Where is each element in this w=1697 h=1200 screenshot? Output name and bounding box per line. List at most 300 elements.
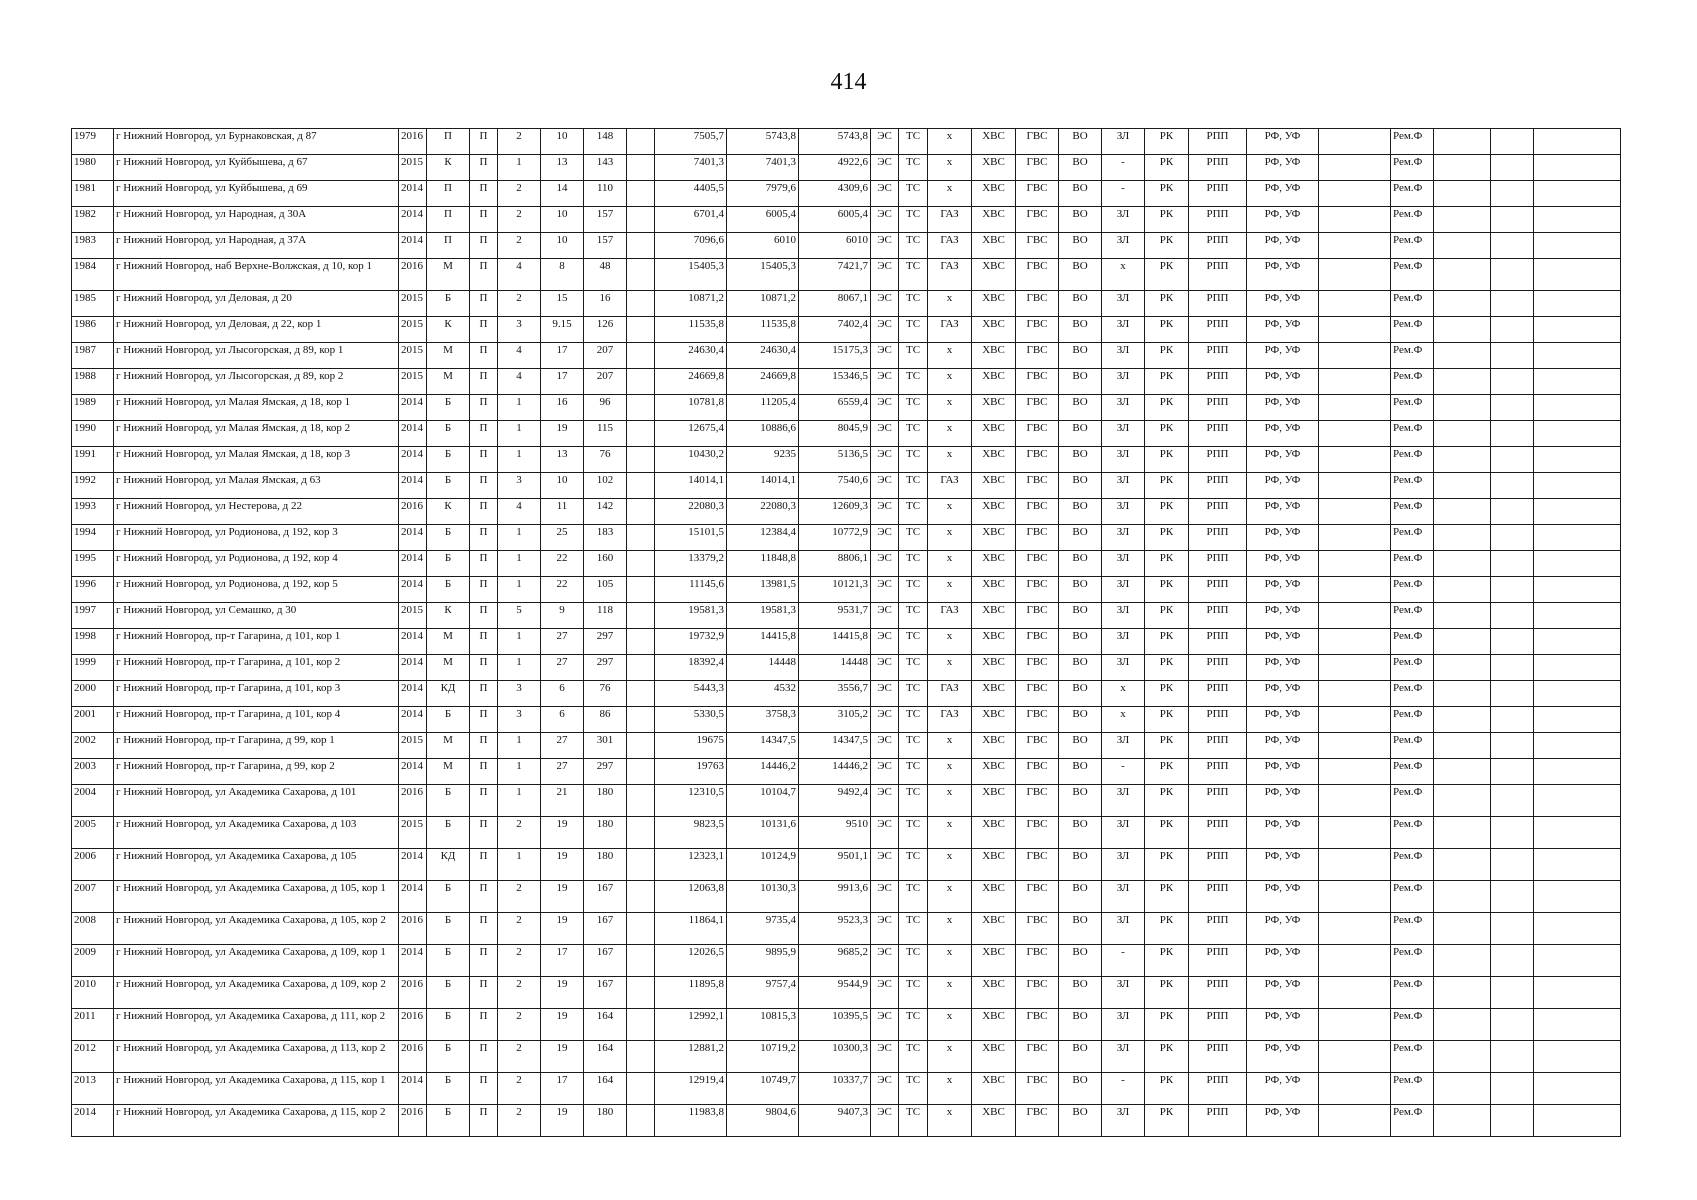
apartments-cell: 96 xyxy=(584,395,627,421)
entrances-cell: 10 xyxy=(541,129,584,155)
electric-supply-cell: ЭС xyxy=(871,977,899,1009)
roof-repair-cell: РК xyxy=(1145,259,1189,291)
living-area-cell: 6559,4 xyxy=(799,395,871,421)
fund-cell: Рем.Ф xyxy=(1391,1009,1434,1041)
empty-cell xyxy=(1434,817,1491,849)
address-cell: г Нижний Новгород, ул Лысогорская, д 89, кор 1 xyxy=(114,343,399,369)
roof-type-cell: П xyxy=(470,913,498,945)
row-number: 2004 xyxy=(72,785,114,817)
rpp-cell: РПП xyxy=(1189,881,1247,913)
rf-uf-cell: РФ, УФ xyxy=(1247,259,1319,291)
entrances-cell: 10 xyxy=(541,207,584,233)
hot-water-cell: ГВС xyxy=(1016,733,1059,759)
floors-cell: 3 xyxy=(498,707,541,733)
empty-cell xyxy=(1534,395,1621,421)
total-area-cell: 12992,1 xyxy=(655,1009,727,1041)
table-row xyxy=(72,817,1621,849)
electric-supply-cell: ЭС xyxy=(871,849,899,881)
gas-supply-cell: х xyxy=(928,447,972,473)
living-area-cell: 9685,2 xyxy=(799,945,871,977)
empty-cell xyxy=(1491,733,1534,759)
empty-cell xyxy=(627,421,655,447)
entrances-cell: 19 xyxy=(541,1009,584,1041)
wall-material-cell: К xyxy=(427,603,470,629)
rf-uf-cell: РФ, УФ xyxy=(1247,317,1319,343)
sewage-cell: ВО xyxy=(1059,395,1102,421)
row-number: 1996 xyxy=(72,577,114,603)
row-number: 1985 xyxy=(72,291,114,317)
rf-uf-cell: РФ, УФ xyxy=(1247,759,1319,785)
table-row xyxy=(72,913,1621,945)
area-cell: 11205,4 xyxy=(727,395,799,421)
entrances-cell: 27 xyxy=(541,733,584,759)
address-cell: г Нижний Новгород, ул Родионова, д 192, кор 5 xyxy=(114,577,399,603)
table-row xyxy=(72,181,1621,207)
zl-cell: х xyxy=(1102,259,1145,291)
address-cell: г Нижний Новгород, пр-т Гагарина, д 99, кор 1 xyxy=(114,733,399,759)
rf-uf-cell: РФ, УФ xyxy=(1247,1041,1319,1073)
sewage-cell: ВО xyxy=(1059,421,1102,447)
empty-cell xyxy=(1534,881,1621,913)
housing-registry-table xyxy=(71,128,1621,1137)
empty-cell xyxy=(1319,369,1391,395)
rf-uf-cell: РФ, УФ xyxy=(1247,499,1319,525)
apartments-cell: 180 xyxy=(584,785,627,817)
area-cell: 7979,6 xyxy=(727,181,799,207)
rf-uf-cell: РФ, УФ xyxy=(1247,577,1319,603)
total-area-cell: 7505,7 xyxy=(655,129,727,155)
empty-cell xyxy=(1534,525,1621,551)
empty-cell xyxy=(1319,421,1391,447)
floors-cell: 3 xyxy=(498,681,541,707)
rf-uf-cell: РФ, УФ xyxy=(1247,681,1319,707)
empty-cell xyxy=(1534,369,1621,395)
fund-cell: Рем.Ф xyxy=(1391,849,1434,881)
empty-cell xyxy=(1491,447,1534,473)
wall-material-cell: Б xyxy=(427,913,470,945)
empty-cell xyxy=(1434,1041,1491,1073)
heat-supply-cell: ТС xyxy=(899,881,928,913)
empty-cell xyxy=(1434,499,1491,525)
gas-supply-cell: х xyxy=(928,817,972,849)
heat-supply-cell: ТС xyxy=(899,817,928,849)
electric-supply-cell: ЭС xyxy=(871,577,899,603)
apartments-cell: 183 xyxy=(584,525,627,551)
sewage-cell: ВО xyxy=(1059,1105,1102,1137)
table-row xyxy=(72,759,1621,785)
fund-cell: Рем.Ф xyxy=(1391,881,1434,913)
row-number: 1980 xyxy=(72,155,114,181)
wall-material-cell: Б xyxy=(427,291,470,317)
roof-type-cell: П xyxy=(470,603,498,629)
electric-supply-cell: ЭС xyxy=(871,1041,899,1073)
empty-cell xyxy=(1319,881,1391,913)
entrances-cell: 19 xyxy=(541,817,584,849)
floors-cell: 2 xyxy=(498,181,541,207)
address-cell: г Нижний Новгород, ул Академика Сахарова, д 115, кор 2 xyxy=(114,1105,399,1137)
address-cell: г Нижний Новгород, ул Академика Сахарова, д 113, кор 2 xyxy=(114,1041,399,1073)
rf-uf-cell: РФ, УФ xyxy=(1247,629,1319,655)
roof-type-cell: П xyxy=(470,849,498,881)
fund-cell: Рем.Ф xyxy=(1391,1105,1434,1137)
zl-cell: ЗЛ xyxy=(1102,499,1145,525)
living-area-cell: 9501,1 xyxy=(799,849,871,881)
empty-cell xyxy=(1319,681,1391,707)
hot-water-cell: ГВС xyxy=(1016,343,1059,369)
empty-cell xyxy=(1434,181,1491,207)
row-number: 1987 xyxy=(72,343,114,369)
year-cell: 2015 xyxy=(399,317,427,343)
row-number: 1998 xyxy=(72,629,114,655)
year-cell: 2014 xyxy=(399,681,427,707)
year-cell: 2014 xyxy=(399,395,427,421)
cold-water-cell: ХВС xyxy=(972,733,1016,759)
apartments-cell: 164 xyxy=(584,1073,627,1105)
hot-water-cell: ГВС xyxy=(1016,421,1059,447)
empty-cell xyxy=(1491,1105,1534,1137)
roof-repair-cell: РК xyxy=(1145,181,1189,207)
area-cell: 14446,2 xyxy=(727,759,799,785)
rpp-cell: РПП xyxy=(1189,977,1247,1009)
area-cell: 10104,7 xyxy=(727,785,799,817)
empty-cell xyxy=(627,945,655,977)
roof-type-cell: П xyxy=(470,655,498,681)
cold-water-cell: ХВС xyxy=(972,421,1016,447)
entrances-cell: 19 xyxy=(541,1041,584,1073)
empty-cell xyxy=(1534,759,1621,785)
row-number: 2007 xyxy=(72,881,114,913)
electric-supply-cell: ЭС xyxy=(871,1009,899,1041)
roof-type-cell: П xyxy=(470,181,498,207)
year-cell: 2014 xyxy=(399,881,427,913)
fund-cell: Рем.Ф xyxy=(1391,759,1434,785)
floors-cell: 3 xyxy=(498,317,541,343)
cold-water-cell: ХВС xyxy=(972,473,1016,499)
apartments-cell: 118 xyxy=(584,603,627,629)
year-cell: 2014 xyxy=(399,1073,427,1105)
row-number: 2001 xyxy=(72,707,114,733)
living-area-cell: 10395,5 xyxy=(799,1009,871,1041)
apartments-cell: 102 xyxy=(584,473,627,499)
year-cell: 2014 xyxy=(399,629,427,655)
floors-cell: 1 xyxy=(498,155,541,181)
zl-cell: ЗЛ xyxy=(1102,317,1145,343)
year-cell: 2016 xyxy=(399,1009,427,1041)
year-cell: 2015 xyxy=(399,603,427,629)
entrances-cell: 6 xyxy=(541,707,584,733)
total-area-cell: 10430,2 xyxy=(655,447,727,473)
year-cell: 2014 xyxy=(399,447,427,473)
electric-supply-cell: ЭС xyxy=(871,343,899,369)
year-cell: 2014 xyxy=(399,849,427,881)
empty-cell xyxy=(1434,473,1491,499)
floors-cell: 1 xyxy=(498,551,541,577)
sewage-cell: ВО xyxy=(1059,291,1102,317)
electric-supply-cell: ЭС xyxy=(871,129,899,155)
row-number: 2009 xyxy=(72,945,114,977)
empty-cell xyxy=(1534,259,1621,291)
rf-uf-cell: РФ, УФ xyxy=(1247,977,1319,1009)
roof-type-cell: П xyxy=(470,1105,498,1137)
living-area-cell: 15346,5 xyxy=(799,369,871,395)
table-row xyxy=(72,881,1621,913)
rf-uf-cell: РФ, УФ xyxy=(1247,233,1319,259)
wall-material-cell: М xyxy=(427,343,470,369)
wall-material-cell: Б xyxy=(427,447,470,473)
zl-cell: ЗЛ xyxy=(1102,129,1145,155)
electric-supply-cell: ЭС xyxy=(871,733,899,759)
cold-water-cell: ХВС xyxy=(972,447,1016,473)
hot-water-cell: ГВС xyxy=(1016,849,1059,881)
table-row xyxy=(72,707,1621,733)
entrances-cell: 27 xyxy=(541,655,584,681)
roof-type-cell: П xyxy=(470,291,498,317)
floors-cell: 2 xyxy=(498,1105,541,1137)
empty-cell xyxy=(1319,603,1391,629)
gas-supply-cell: х xyxy=(928,849,972,881)
wall-material-cell: Б xyxy=(427,577,470,603)
apartments-cell: 301 xyxy=(584,733,627,759)
cold-water-cell: ХВС xyxy=(972,945,1016,977)
gas-supply-cell: х xyxy=(928,759,972,785)
empty-cell xyxy=(1491,395,1534,421)
empty-cell xyxy=(1491,291,1534,317)
total-area-cell: 24669,8 xyxy=(655,369,727,395)
wall-material-cell: Б xyxy=(427,421,470,447)
empty-cell xyxy=(627,155,655,181)
total-area-cell: 19763 xyxy=(655,759,727,785)
table-row xyxy=(72,343,1621,369)
rf-uf-cell: РФ, УФ xyxy=(1247,785,1319,817)
zl-cell: ЗЛ xyxy=(1102,1105,1145,1137)
roof-type-cell: П xyxy=(470,577,498,603)
living-area-cell: 9510 xyxy=(799,817,871,849)
empty-cell xyxy=(1434,945,1491,977)
apartments-cell: 207 xyxy=(584,369,627,395)
cold-water-cell: ХВС xyxy=(972,603,1016,629)
entrances-cell: 22 xyxy=(541,551,584,577)
table-row xyxy=(72,421,1621,447)
table-row xyxy=(72,849,1621,881)
wall-material-cell: П xyxy=(427,233,470,259)
hot-water-cell: ГВС xyxy=(1016,577,1059,603)
fund-cell: Рем.Ф xyxy=(1391,785,1434,817)
floors-cell: 2 xyxy=(498,977,541,1009)
empty-cell xyxy=(1534,1105,1621,1137)
heat-supply-cell: ТС xyxy=(899,681,928,707)
rpp-cell: РПП xyxy=(1189,707,1247,733)
year-cell: 2014 xyxy=(399,181,427,207)
row-number: 2013 xyxy=(72,1073,114,1105)
living-area-cell: 6005,4 xyxy=(799,207,871,233)
empty-cell xyxy=(1534,977,1621,1009)
heat-supply-cell: ТС xyxy=(899,913,928,945)
total-area-cell: 9823,5 xyxy=(655,817,727,849)
heat-supply-cell: ТС xyxy=(899,785,928,817)
empty-cell xyxy=(1534,447,1621,473)
heat-supply-cell: ТС xyxy=(899,603,928,629)
gas-supply-cell: ГАЗ xyxy=(928,473,972,499)
hot-water-cell: ГВС xyxy=(1016,129,1059,155)
roof-repair-cell: РК xyxy=(1145,343,1189,369)
roof-type-cell: П xyxy=(470,207,498,233)
rf-uf-cell: РФ, УФ xyxy=(1247,291,1319,317)
zl-cell: ЗЛ xyxy=(1102,655,1145,681)
hot-water-cell: ГВС xyxy=(1016,525,1059,551)
roof-type-cell: П xyxy=(470,629,498,655)
empty-cell xyxy=(1434,421,1491,447)
electric-supply-cell: ЭС xyxy=(871,499,899,525)
row-number: 1990 xyxy=(72,421,114,447)
row-number: 1979 xyxy=(72,129,114,155)
empty-cell xyxy=(1534,343,1621,369)
empty-cell xyxy=(1534,733,1621,759)
year-cell: 2014 xyxy=(399,551,427,577)
address-cell: г Нижний Новгород, ул Малая Ямская, д 63 xyxy=(114,473,399,499)
electric-supply-cell: ЭС xyxy=(871,945,899,977)
address-cell: г Нижний Новгород, ул Академика Сахарова, д 109, кор 1 xyxy=(114,945,399,977)
empty-cell xyxy=(1491,913,1534,945)
heat-supply-cell: ТС xyxy=(899,181,928,207)
roof-repair-cell: РК xyxy=(1145,207,1189,233)
roof-repair-cell: РК xyxy=(1145,785,1189,817)
address-cell: г Нижний Новгород, ул Академика Сахарова, д 105, кор 2 xyxy=(114,913,399,945)
table-row xyxy=(72,1073,1621,1105)
address-cell: г Нижний Новгород, ул Академика Сахарова, д 101 xyxy=(114,785,399,817)
rpp-cell: РПП xyxy=(1189,1009,1247,1041)
empty-cell xyxy=(1319,785,1391,817)
floors-cell: 2 xyxy=(498,945,541,977)
table-row xyxy=(72,551,1621,577)
cold-water-cell: ХВС xyxy=(972,233,1016,259)
empty-cell xyxy=(1434,317,1491,343)
area-cell: 13981,5 xyxy=(727,577,799,603)
total-area-cell: 11895,8 xyxy=(655,977,727,1009)
row-number: 2002 xyxy=(72,733,114,759)
fund-cell: Рем.Ф xyxy=(1391,1041,1434,1073)
row-number: 2012 xyxy=(72,1041,114,1073)
empty-cell xyxy=(1319,473,1391,499)
empty-cell xyxy=(1491,259,1534,291)
year-cell: 2016 xyxy=(399,129,427,155)
empty-cell xyxy=(627,181,655,207)
sewage-cell: ВО xyxy=(1059,259,1102,291)
roof-type-cell: П xyxy=(470,343,498,369)
rf-uf-cell: РФ, УФ xyxy=(1247,945,1319,977)
gas-supply-cell: х xyxy=(928,977,972,1009)
roof-repair-cell: РК xyxy=(1145,1041,1189,1073)
empty-cell xyxy=(1434,707,1491,733)
empty-cell xyxy=(1491,881,1534,913)
roof-type-cell: П xyxy=(470,707,498,733)
electric-supply-cell: ЭС xyxy=(871,913,899,945)
living-area-cell: 8806,1 xyxy=(799,551,871,577)
hot-water-cell: ГВС xyxy=(1016,1041,1059,1073)
empty-cell xyxy=(1434,681,1491,707)
floors-cell: 2 xyxy=(498,881,541,913)
row-number: 1995 xyxy=(72,551,114,577)
row-number: 1989 xyxy=(72,395,114,421)
empty-cell xyxy=(627,129,655,155)
empty-cell xyxy=(1534,681,1621,707)
empty-cell xyxy=(1319,817,1391,849)
zl-cell: ЗЛ xyxy=(1102,629,1145,655)
address-cell: г Нижний Новгород, пр-т Гагарина, д 101, кор 4 xyxy=(114,707,399,733)
empty-cell xyxy=(1534,129,1621,155)
roof-type-cell: П xyxy=(470,473,498,499)
gas-supply-cell: х xyxy=(928,655,972,681)
rpp-cell: РПП xyxy=(1189,603,1247,629)
area-cell: 11535,8 xyxy=(727,317,799,343)
zl-cell: ЗЛ xyxy=(1102,817,1145,849)
rf-uf-cell: РФ, УФ xyxy=(1247,473,1319,499)
electric-supply-cell: ЭС xyxy=(871,473,899,499)
row-number: 1983 xyxy=(72,233,114,259)
hot-water-cell: ГВС xyxy=(1016,1073,1059,1105)
total-area-cell: 18392,4 xyxy=(655,655,727,681)
roof-type-cell: П xyxy=(470,1073,498,1105)
empty-cell xyxy=(1319,155,1391,181)
empty-cell xyxy=(1491,945,1534,977)
fund-cell: Рем.Ф xyxy=(1391,473,1434,499)
empty-cell xyxy=(1491,551,1534,577)
heat-supply-cell: ТС xyxy=(899,155,928,181)
electric-supply-cell: ЭС xyxy=(871,1073,899,1105)
living-area-cell: 10300,3 xyxy=(799,1041,871,1073)
wall-material-cell: М xyxy=(427,369,470,395)
table-row xyxy=(72,977,1621,1009)
area-cell: 9235 xyxy=(727,447,799,473)
year-cell: 2014 xyxy=(399,473,427,499)
empty-cell xyxy=(1319,207,1391,233)
sewage-cell: ВО xyxy=(1059,577,1102,603)
rpp-cell: РПП xyxy=(1189,259,1247,291)
floors-cell: 1 xyxy=(498,395,541,421)
hot-water-cell: ГВС xyxy=(1016,603,1059,629)
apartments-cell: 76 xyxy=(584,447,627,473)
address-cell: г Нижний Новгород, пр-т Гагарина, д 101, кор 3 xyxy=(114,681,399,707)
rf-uf-cell: РФ, УФ xyxy=(1247,881,1319,913)
table-row xyxy=(72,1105,1621,1137)
entrances-cell: 19 xyxy=(541,913,584,945)
hot-water-cell: ГВС xyxy=(1016,913,1059,945)
cold-water-cell: ХВС xyxy=(972,369,1016,395)
sewage-cell: ВО xyxy=(1059,603,1102,629)
heat-supply-cell: ТС xyxy=(899,233,928,259)
roof-type-cell: П xyxy=(470,447,498,473)
sewage-cell: ВО xyxy=(1059,759,1102,785)
entrances-cell: 27 xyxy=(541,759,584,785)
registry-body xyxy=(72,129,1621,1137)
rf-uf-cell: РФ, УФ xyxy=(1247,395,1319,421)
empty-cell xyxy=(1534,849,1621,881)
year-cell: 2014 xyxy=(399,655,427,681)
fund-cell: Рем.Ф xyxy=(1391,707,1434,733)
gas-supply-cell: х xyxy=(928,395,972,421)
electric-supply-cell: ЭС xyxy=(871,1105,899,1137)
empty-cell xyxy=(1534,913,1621,945)
rpp-cell: РПП xyxy=(1189,129,1247,155)
empty-cell xyxy=(1434,129,1491,155)
hot-water-cell: ГВС xyxy=(1016,207,1059,233)
total-area-cell: 5443,3 xyxy=(655,681,727,707)
year-cell: 2015 xyxy=(399,155,427,181)
zl-cell: ЗЛ xyxy=(1102,913,1145,945)
entrances-cell: 19 xyxy=(541,421,584,447)
empty-cell xyxy=(1491,317,1534,343)
sewage-cell: ВО xyxy=(1059,499,1102,525)
rf-uf-cell: РФ, УФ xyxy=(1247,1105,1319,1137)
